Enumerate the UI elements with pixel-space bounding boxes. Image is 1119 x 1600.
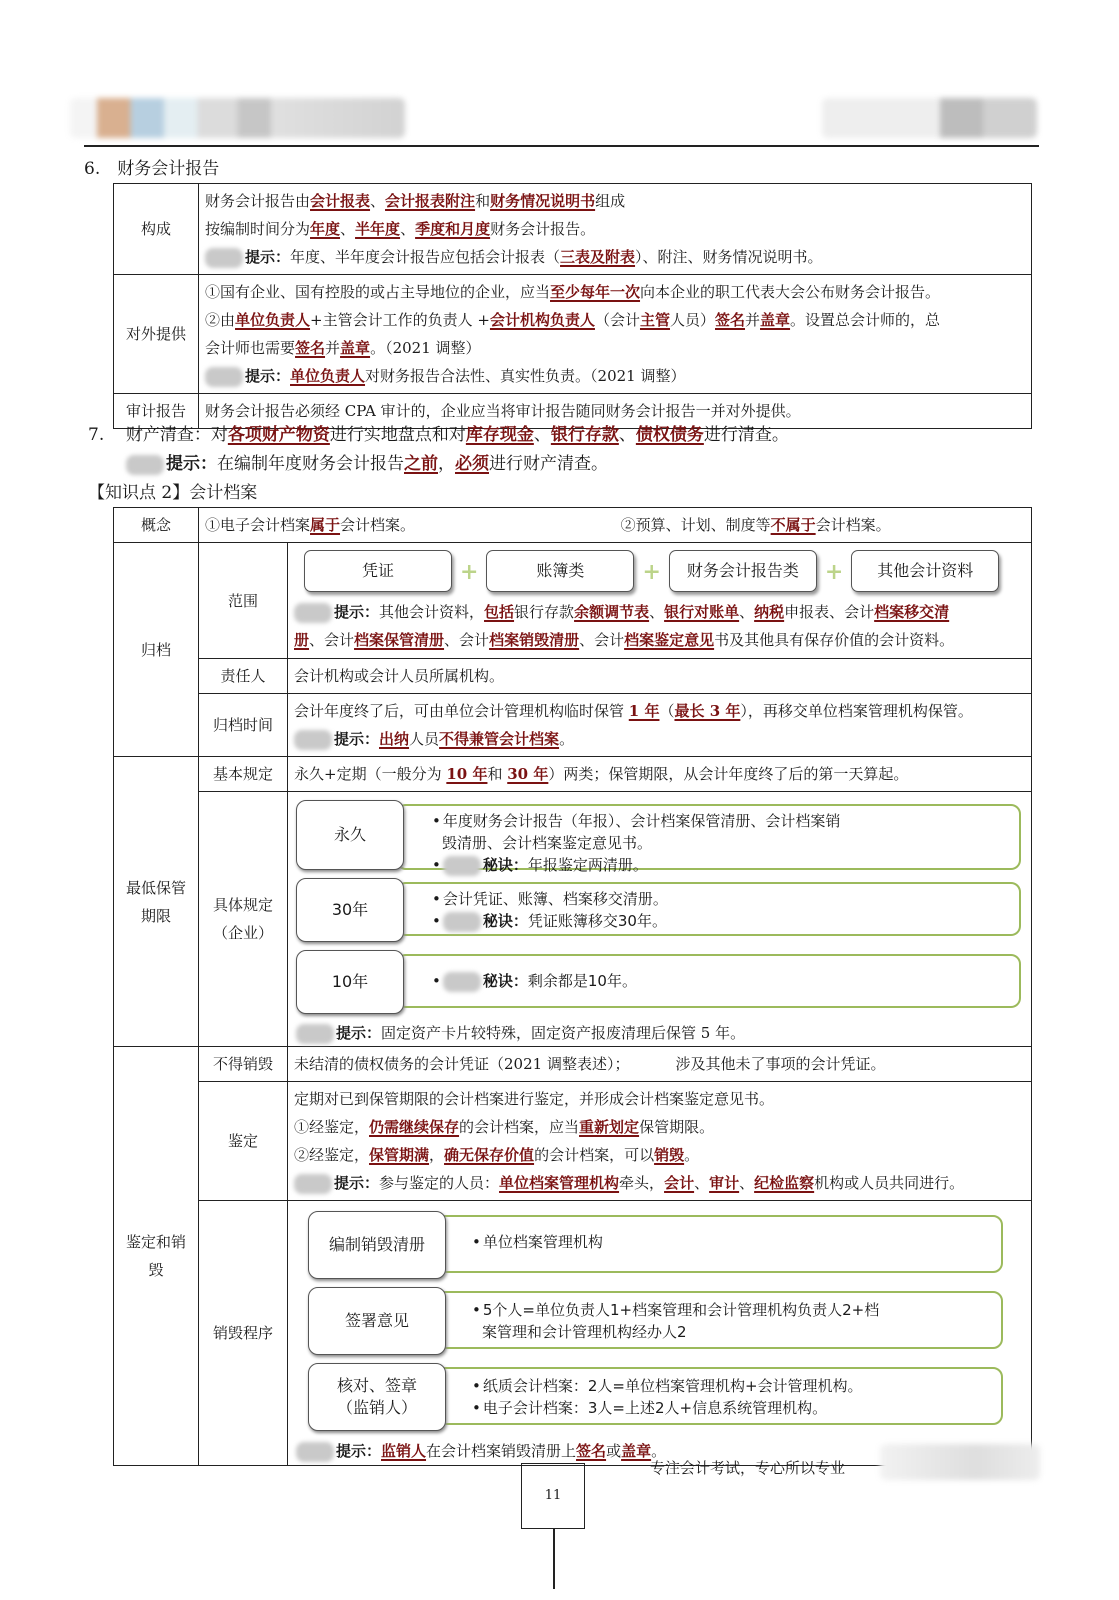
period-permanent: 永久 • 年度财务会计报告（年报）、会计档案保管清册、会计档案销 毁清册、会计档案鉴定意见书。 • 秘诀：年报鉴定两清册。 (296, 800, 1023, 872)
footer-blur (880, 1444, 1040, 1480)
basic-content: 永久+定期（一般分为 10 年和 30 年）两类；保管期限，从会计年度终了后的第一天算起。 (288, 757, 1032, 792)
row-label-compose: 构成 (114, 184, 199, 275)
sub-label-specific: 具体规定 （企业） (199, 792, 288, 1047)
row-label-audit: 审计报告 (114, 394, 199, 429)
blur-mark (296, 1442, 334, 1462)
row-label-concept: 概念 (114, 508, 199, 543)
sub-label-filing-time: 归档时间 (199, 694, 288, 757)
sub-label-procedure: 销毁程序 (199, 1201, 288, 1466)
row-label-provide: 对外提供 (114, 275, 199, 394)
blur-mark (294, 603, 332, 623)
row-label-min-retention: 最低保管 期限 (114, 757, 199, 1047)
blur-mark (294, 730, 332, 750)
scope-box-other: 其他会计资料 (851, 550, 999, 592)
period-name-box: 永久 (296, 800, 404, 870)
step-verify-seal: 核对、签章 （监销人） • 纸质会计档案：2人=单位档案管理机构+会计管理机构。 • 电子会计档案：3人=上述2人+信息系统管理机构。 (308, 1363, 1005, 1433)
plus-icon: + (460, 558, 479, 585)
scope-content: 凭证 + 账簿类 + 财务会计报告类 + 其他会计资料 提示：其他会计资料，包括银行存款余额调节表、银行对账单、纳税申报表、会计档案移交清 册、会计档案保管清册、会计档案销毁清册、会计档案鉴定意见书及其他具有保存价值的会计资料。 (288, 543, 1032, 659)
header-logo-blur (70, 98, 405, 138)
scope-box-books: 账簿类 (486, 550, 634, 592)
step-compile: 编制销毁清册 • 单位档案管理机构 (308, 1211, 1005, 1281)
sub-label-no-destroy: 不得销毁 (199, 1047, 288, 1082)
responsible-content: 会计机构或会计人员所属机构。 (288, 659, 1032, 694)
footer-slogan: 专注会计考试，专心所以专业 (650, 1459, 846, 1477)
concept-content: ①电子会计档案属于会计档案。 ②预算、计划、制度等不属于会计档案。 (199, 508, 1032, 543)
row-label-appraise-destroy: 鉴定和销 毁 (114, 1047, 199, 1466)
step-name-box: 签署意见 (308, 1287, 446, 1355)
step-name-box: 核对、签章 （监销人） (308, 1363, 446, 1431)
sub-label-appraisal: 鉴定 (199, 1082, 288, 1201)
page-number-stem (553, 1529, 555, 1589)
knowledge-point-title: 【知识点 2】会计档案 (88, 483, 258, 503)
period-30-years: 30年 • 会计凭证、账簿、档案移交清册。 • 秘诀：凭证账簿移交30年。 (296, 878, 1023, 944)
appraisal-content: 定期对已到保管期限的会计档案进行鉴定，并形成会计档案鉴定意见书。 ①经鉴定，仍需继续保存的会计档案，应当重新划定保管期限。 ②经鉴定，保管期满，确无保存价值的会计档案，可以销毁。 提示：参与鉴定的人员：单位档案管理机构牵头，会计、审计、纪检监察机构或人员共同进行。 (288, 1082, 1032, 1201)
blur-mark (205, 367, 243, 387)
filing-time-content: 会计年度终了后，可由单位会计管理机构临时保管 1 年（最长 3 年），再移交单位档案管理机构保管。 提示：出纳人员不得兼管会计档案。 (288, 694, 1032, 757)
plus-icon: + (824, 558, 844, 585)
section-7-tip: 提示：在编制年度财务会计报告之前，必须进行财产清查。 (126, 453, 608, 475)
accounting-archive-table (113, 507, 1032, 1466)
blur-mark (443, 856, 481, 876)
sub-label-responsible: 责任人 (199, 659, 288, 694)
blur-mark (294, 1174, 332, 1194)
financial-report-table (113, 183, 1032, 429)
step-sign-opinion: 签署意见 • 5个人=单位负责人1+档案管理和会计管理机构负责人2+档 案管理和会计管理机构经办人2 (308, 1287, 1005, 1357)
blur-mark (126, 455, 164, 475)
header-right-blur (822, 98, 1037, 138)
blur-mark (296, 1024, 334, 1044)
scope-box-reports: 财务会计报告类 (669, 550, 817, 592)
procedure-content: 编制销毁清册 • 单位档案管理机构 签署意见 • 5个人=单位负责人1+档案管理和会计管理机构负责人2+档 案管理和会计管理机构经办人2 核对、签章 （监销人） • 纸质会计档案：2人=单位档案管理机构+会计管理机构。 • 电子会计档案：3人=上述2人+信息系统管理机构。 提示：监销人在会计档案销毁清册上签名或盖章。 (288, 1201, 1032, 1466)
no-destroy-content: 未结清的债权债务的会计凭证（2021 调整表述）； 涉及其他未了事项的会计凭证。 (288, 1047, 1032, 1082)
page-number: 11 (521, 1463, 585, 1529)
specific-content: 永久 • 年度财务会计报告（年报）、会计档案保管清册、会计档案销 毁清册、会计档案鉴定意见书。 • 秘诀：年报鉴定两清册。 30年 • 会计凭证、账簿、档案移交清册。 • 秘诀：凭证账簿移交30年。 10年 • 秘诀：剩余都是10年。 提示：固定资产卡片较特殊，固定资产报废清理后保管 5 年。 (288, 792, 1032, 1047)
blur-mark (443, 972, 481, 992)
provide-content: ①国有企业、国有控股的或占主导地位的企业，应当至少每年一次向本企业的职工代表大会公布财务会计报告。 ②由单位负责人+主管会计工作的负责人 +会计机构负责人（会计主管人员）签名并盖章。设置总会计师的，总 会计师也需要签名并盖章。（2021 调整） 提示：单位负责人对财务报告合法性、真实性负责。（2021 调整） (199, 275, 1032, 394)
compose-content: 财务会计报告由会计报表、会计报表附注和财务情况说明书组成 按编制时间分为年度、半年度、季度和月度财务会计报告。 提示：年度、半年度会计报告应包括会计报表（三表及附表）、附注、财务情况说明书。 (199, 184, 1032, 275)
sub-label-basic: 基本规定 (199, 757, 288, 792)
blur-mark (205, 248, 243, 268)
header-rule (84, 145, 1039, 147)
period-10-years: 10年 • 秘诀：剩余都是10年。 (296, 950, 1023, 1016)
section-6-heading: 6. 财务会计报告 (84, 159, 220, 179)
plus-icon: + (642, 558, 661, 585)
audit-content: 财务会计报告必须经 CPA 审计的，企业应当将审计报告随同财务会计报告一并对外提供。 (199, 394, 1032, 429)
row-label-filing: 归档 (114, 543, 199, 757)
blur-mark (443, 912, 481, 932)
step-name-box: 编制销毁清册 (308, 1211, 446, 1279)
period-name-box: 10年 (296, 950, 404, 1014)
section-7-line: 7. 财产清查：对各项财产物资进行实地盘点和对库存现金、银行存款、债权债务进行清查。 (88, 425, 789, 445)
sub-label-scope: 范围 (199, 543, 288, 659)
period-name-box: 30年 (296, 878, 404, 942)
scope-box-voucher: 凭证 (304, 550, 452, 592)
